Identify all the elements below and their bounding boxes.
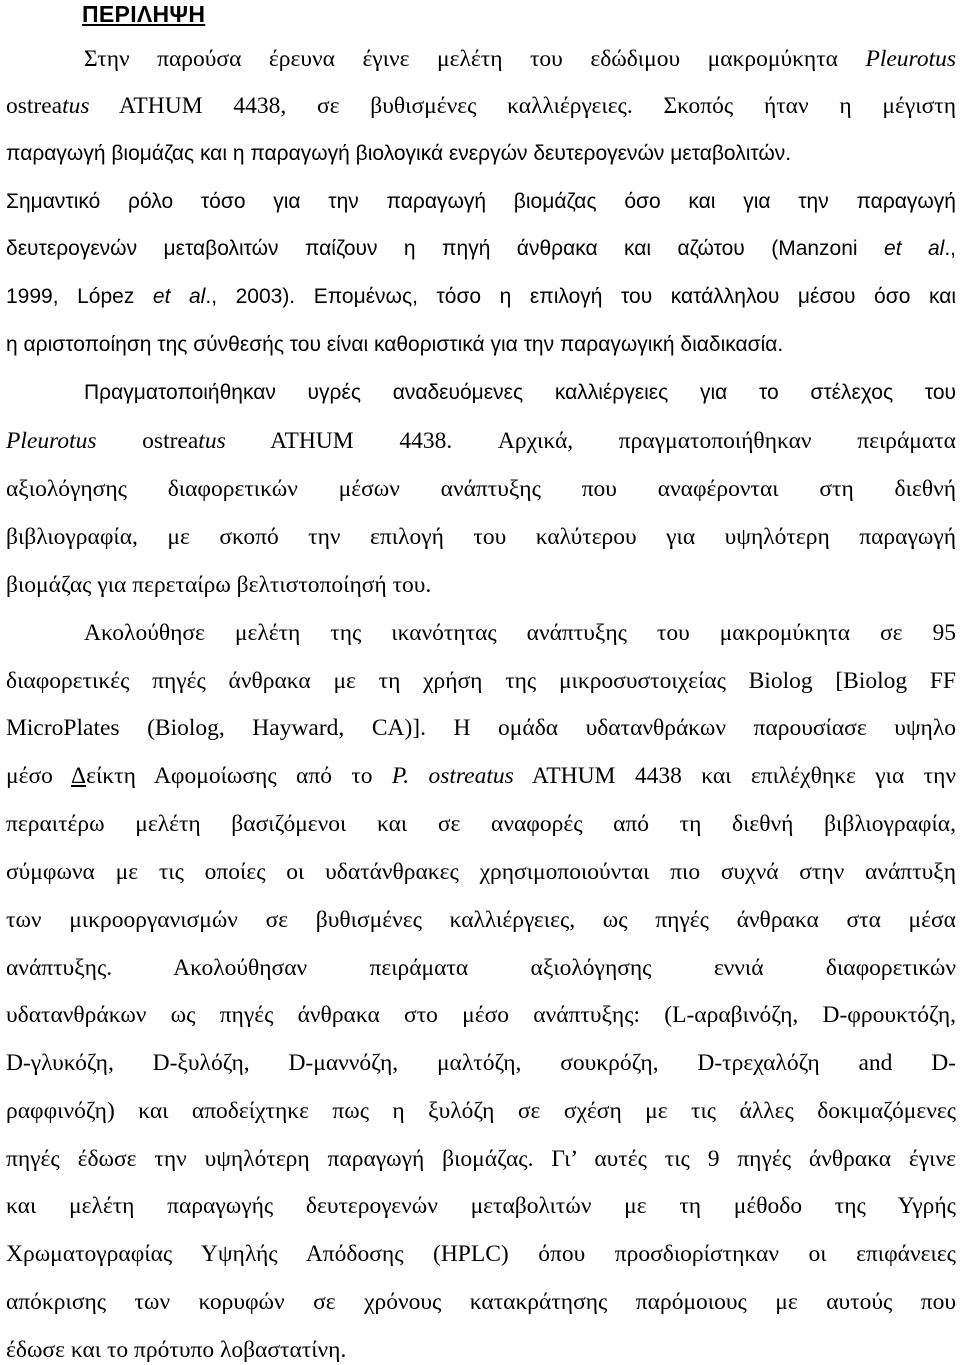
text-line: Χρωματογραφίας Υψηλής Απόδοσης (HPLC) όπου προσδιορίστηκαν οι επιφάνειες <box>6 1241 956 1267</box>
text-line: MicroPlates (Biolog, Hayward, CA)]. Η ομάδα υδατανθράκων παρουσίασε υψηλο <box>6 715 956 741</box>
text-line: βιβλιογραφία, με σκοπό την επιλογή του καλύτερου για υψηλότερη παραγωγή <box>6 524 956 550</box>
text-line: Πραγματοποιήθηκαν υγρές αναδευόμενες καλλιέργειες για το στέλεχος του <box>84 381 956 404</box>
text-line: απόκρισης των κορυφών σε χρόνους κατακράτησης παρόμοιους με αυτούς που <box>6 1289 956 1315</box>
text-line: η αριστοποίηση της σύνθεσής του είναι καθοριστικά για την παραγωγική διαδικασία. <box>6 333 784 356</box>
text-line: αξιολόγησης διαφορετικών μέσων ανάπτυξης που αναφέρονται στη διεθνή <box>6 476 956 502</box>
text-line: Στην παρούσα έρευνα έγινε μελέτη του εδώδιμου μακρομύκητα Pleurotus <box>84 46 956 72</box>
text-line: βιομάζας για περεταίρω βελτιστοποίησή του. <box>6 572 432 598</box>
text-line: έδωσε και το πρότυπο λοβαστατίνη. <box>6 1337 347 1363</box>
text-line: μέσο Δείκτη Αφομοίωσης από το P. ostreatus ATHUM 4438 και επιλέχθηκε για την <box>6 763 956 789</box>
text-line: των μικροοργανισμών σε βυθισμένες καλλιέργειες, ως πηγές άνθρακα στα μέσα <box>6 907 956 933</box>
text-line: διαφορετικές πηγές άνθρακα με τη χρήση της μικροσυστοιχείας Biolog [Biolog FF <box>6 668 956 694</box>
text-line: δευτερογενών μεταβολιτών παίζουν η πηγή άνθρακα και αζώτου (Manzoni et al., <box>6 237 956 260</box>
text-line: σύμφωνα με τις οποίες οι υδατάνθρακες χρησιμοποιούνται πιο συχνά στην ανάπτυξη <box>6 859 956 885</box>
text-line: ανάπτυξης. Ακολούθησαν πειράματα αξιολόγησης εννιά διαφορετικών <box>6 955 956 981</box>
text-line: Pleurotus ostreatus ATHUM 4438. Αρχικά, πραγματοποιήθηκαν πειράματα <box>6 428 956 454</box>
text-line: ραφφινόζη) και αποδείχτηκε πως η ξυλόζη σε σχέση με τις άλλες δοκιμαζόμενες <box>6 1098 956 1124</box>
text-line: και μελέτη παραγωγής δευτερογενών μεταβολιτών με τη μέθοδο της Υγρής <box>6 1193 956 1219</box>
text-line: ostreatus ATHUM 4438, σε βυθισμένες καλλιέργειες. Σκοπός ήταν η μέγιστη <box>6 93 956 119</box>
text-line: 1999, López et al., 2003). Επομένως, τόσο η επιλογή του κατάλληλου μέσου όσο και <box>6 285 957 308</box>
text-line: πηγές έδωσε την υψηλότερη παραγωγή βιομάζας. Γι’ αυτές τις 9 πηγές άνθρακα έγινε <box>6 1146 956 1172</box>
text-line: παραγωγή βιομάζας και η παραγωγή βιολογικά ενεργών δευτερογενών μεταβολιτών. <box>6 142 792 165</box>
text-line: D-γλυκόζη, D-ξυλόζη, D-μαννόζη, μαλτόζη, σουκρόζη, D-τρεχαλόζη and D- <box>6 1050 956 1076</box>
text-line: υδατανθράκων ως πηγές άνθρακα στο μέσο ανάπτυξης: (L-αραβινόζη, D-φρουκτόζη, <box>6 1002 956 1028</box>
text-line: περαιτέρω μελέτη βασιζόμενοι και σε αναφορές από τη διεθνή βιβλιογραφία, <box>6 811 956 837</box>
abstract-heading: ΠΕΡΙΛΗΨΗ <box>82 1 206 27</box>
text-line: Ακολούθησε μελέτη της ικανότητας ανάπτυξης του μακρομύκητα σε 95 <box>84 620 956 646</box>
text-line: Σημαντικό ρόλο τόσο για την παραγωγή βιομάζας όσο και για την παραγωγή <box>6 190 956 213</box>
